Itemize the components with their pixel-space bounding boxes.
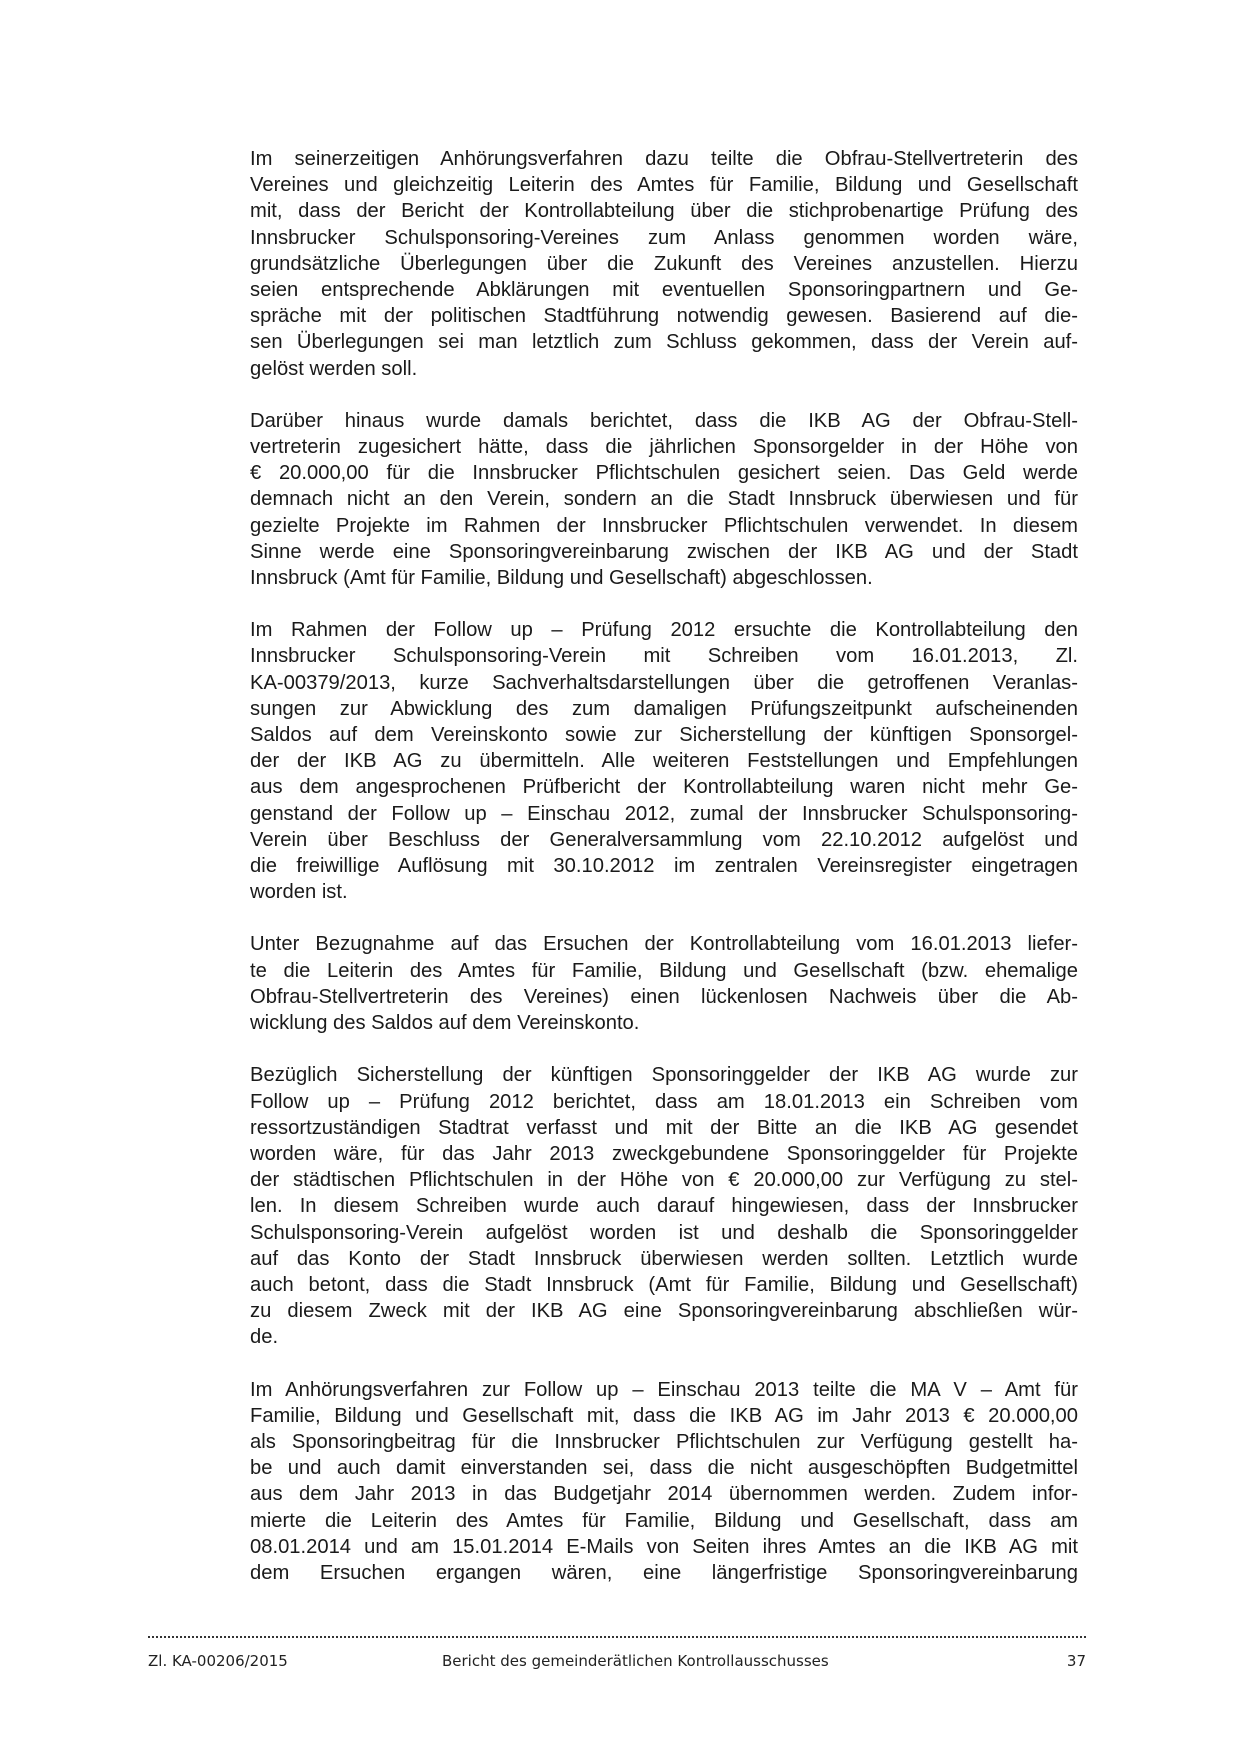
- paragraph-line: mierte die Leiterin des Amtes für Familie, Bildung und Gesellschaft, dass am: [250, 1509, 1078, 1532]
- page-body: [250, 146, 1078, 1612]
- paragraph-line: genstand der Follow up – Einschau 2012, zumal der Innsbrucker Schulsponsoring-: [250, 802, 1078, 825]
- paragraph-line: ressortzuständigen Stadtrat verfasst und mit der Bitte an die IKB AG gesendet: [250, 1116, 1078, 1139]
- paragraph-line: Familie, Bildung und Gesellschaft mit, dass die IKB AG im Jahr 2013 € 20.000,00: [250, 1404, 1078, 1427]
- paragraph-line: auch betont, dass die Stadt Innsbruck (Amt für Familie, Bildung und Gesellschaft): [250, 1273, 1078, 1296]
- paragraph-line: Innsbrucker Schulsponsoring-Verein mit Schreiben vom 16.01.2013, Zl.: [250, 645, 1078, 668]
- paragraph-line: Saldos auf dem Vereinskonto sowie zur Sicherstellung der künftigen Sponsorgel-: [250, 724, 1078, 747]
- paragraph-line: zu diesem Zweck mit der IKB AG eine Sponsoringvereinbarung abschließen wür-: [250, 1300, 1078, 1323]
- paragraph-line: wicklung des Saldos auf dem Vereinskonto.: [250, 1012, 640, 1035]
- body-paragraph: [250, 408, 1078, 591]
- paragraph-line: vertreterin zugesichert hätte, dass die jährlichen Sponsorgelder in der Höhe von: [250, 436, 1078, 459]
- paragraph-line: als Sponsoringbeitrag für die Innsbrucker Pflichtschulen zur Verfügung gestellt ha-: [250, 1430, 1078, 1453]
- paragraph-line: dem Ersuchen ergangen wären, eine längerfristige Sponsoringvereinbarung: [250, 1561, 1078, 1584]
- paragraph-line: der der IKB AG zu übermitteln. Alle weiteren Feststellungen und Empfehlungen: [250, 750, 1078, 773]
- paragraph-line: be und auch damit einverstanden sei, dass die nicht ausgeschöpften Budgetmittel: [250, 1457, 1078, 1480]
- paragraph-line: spräche mit der politischen Stadtführung notwendig gewesen. Basierend auf die-: [250, 305, 1078, 328]
- paragraph-line: Darüber hinaus wurde damals berichtet, dass die IKB AG der Obfrau-Stell-: [250, 409, 1078, 432]
- body-paragraph: [250, 146, 1078, 382]
- footer-title: Bericht des gemeinderätlichen Kontrollausschusses: [442, 1652, 829, 1670]
- paragraph-line: Verein über Beschluss der Generalversammlung vom 22.10.2012 aufgelöst und: [250, 828, 1078, 851]
- paragraph-line: Follow up – Prüfung 2012 berichtet, dass am 18.01.2013 ein Schreiben vom: [250, 1090, 1078, 1113]
- paragraph-line: te die Leiterin des Amtes für Familie, Bildung und Gesellschaft (bzw. ehemalige: [250, 959, 1078, 982]
- paragraph-line: Bezüglich Sicherstellung der künftigen Sponsoringgelder der IKB AG wurde zur: [250, 1064, 1078, 1087]
- paragraph-line: Unter Bezugnahme auf das Ersuchen der Kontrollabteilung vom 16.01.2013 liefer-: [250, 933, 1078, 956]
- paragraph-line: Innsbruck (Amt für Familie, Bildung und Gesellschaft) abgeschlossen.: [250, 567, 873, 590]
- paragraph-line: Im Rahmen der Follow up – Prüfung 2012 ersuchte die Kontrollabteilung den: [250, 619, 1078, 642]
- paragraph-line: de.: [250, 1326, 279, 1349]
- paragraph-line: 08.01.2014 und am 15.01.2014 E-Mails von Seiten ihres Amtes an die IKB AG mit: [250, 1535, 1078, 1558]
- footer-reference: Zl. KA-00206/2015: [148, 1652, 288, 1670]
- body-paragraph: [250, 617, 1078, 905]
- paragraph-line: KA-00379/2013, kurze Sachverhaltsdarstellungen über die getroffenen Veranlas-: [250, 671, 1078, 694]
- paragraph-line: mit, dass der Bericht der Kontrollabteilung über die stichprobenartige Prüfung des: [250, 200, 1078, 223]
- footer-divider: [148, 1636, 1086, 1638]
- body-paragraph: [250, 1062, 1078, 1350]
- paragraph-line: sungen zur Abwicklung des zum damaligen Prüfungszeitpunkt aufscheinenden: [250, 697, 1078, 720]
- paragraph-line: Obfrau-Stellvertreterin des Vereines) einen lückenlosen Nachweis über die Ab-: [250, 985, 1078, 1008]
- paragraph-line: grundsätzliche Überlegungen über die Zukunft des Vereines anzustellen. Hierzu: [250, 252, 1078, 275]
- paragraph-line: aus dem angesprochenen Prüfbericht der Kontrollabteilung waren nicht mehr Ge-: [250, 776, 1078, 799]
- paragraph-line: Schulsponsoring-Verein aufgelöst worden ist und deshalb die Sponsoringgelder: [250, 1221, 1078, 1244]
- paragraph-line: der städtischen Pflichtschulen in der Höhe von € 20.000,00 zur Verfügung zu stel-: [250, 1169, 1078, 1192]
- body-paragraph: [250, 931, 1078, 1036]
- paragraph-line: die freiwillige Auflösung mit 30.10.2012 im zentralen Vereinsregister eingetragen: [250, 855, 1078, 878]
- paragraph-line: gelöst werden soll.: [250, 357, 418, 380]
- paragraph-line: Im Anhörungsverfahren zur Follow up – Einschau 2013 teilte die MA V – Amt für: [250, 1378, 1078, 1401]
- paragraph-line: worden ist.: [250, 881, 348, 904]
- paragraph-line: len. In diesem Schreiben wurde auch darauf hingewiesen, dass der Innsbrucker: [250, 1195, 1078, 1218]
- paragraph-line: seien entsprechende Abklärungen mit eventuellen Sponsoringpartnern und Ge-: [250, 279, 1078, 302]
- paragraph-line: sen Überlegungen sei man letztlich zum Schluss gekommen, dass der Verein auf-: [250, 331, 1078, 354]
- paragraph-line: demnach nicht an den Verein, sondern an die Stadt Innsbruck überwiesen und für: [250, 488, 1078, 511]
- paragraph-line: € 20.000,00 für die Innsbrucker Pflichtschulen gesichert seien. Das Geld werde: [250, 462, 1078, 485]
- paragraph-line: Innsbrucker Schulsponsoring-Vereines zum Anlass genommen worden wäre,: [250, 226, 1078, 249]
- body-paragraph: [250, 1377, 1078, 1587]
- paragraph-line: Sinne werde eine Sponsoringvereinbarung zwischen der IKB AG und der Stadt: [250, 540, 1078, 563]
- paragraph-line: auf das Konto der Stadt Innsbruck überwiesen werden sollten. Letztlich wurde: [250, 1247, 1078, 1270]
- paragraph-line: gezielte Projekte im Rahmen der Innsbrucker Pflichtschulen verwendet. In diesem: [250, 514, 1078, 537]
- paragraph-line: worden wäre, für das Jahr 2013 zweckgebundene Sponsoringgelder für Projekte: [250, 1142, 1078, 1165]
- paragraph-line: aus dem Jahr 2013 in das Budgetjahr 2014 übernommen werden. Zudem infor-: [250, 1483, 1078, 1506]
- paragraph-line: Im seinerzeitigen Anhörungsverfahren dazu teilte die Obfrau-Stellvertreterin des: [250, 148, 1078, 170]
- page-number: 37: [1066, 1652, 1086, 1670]
- paragraph-line: Vereines und gleichzeitig Leiterin des Amtes für Familie, Bildung und Gesellschaft: [250, 174, 1078, 197]
